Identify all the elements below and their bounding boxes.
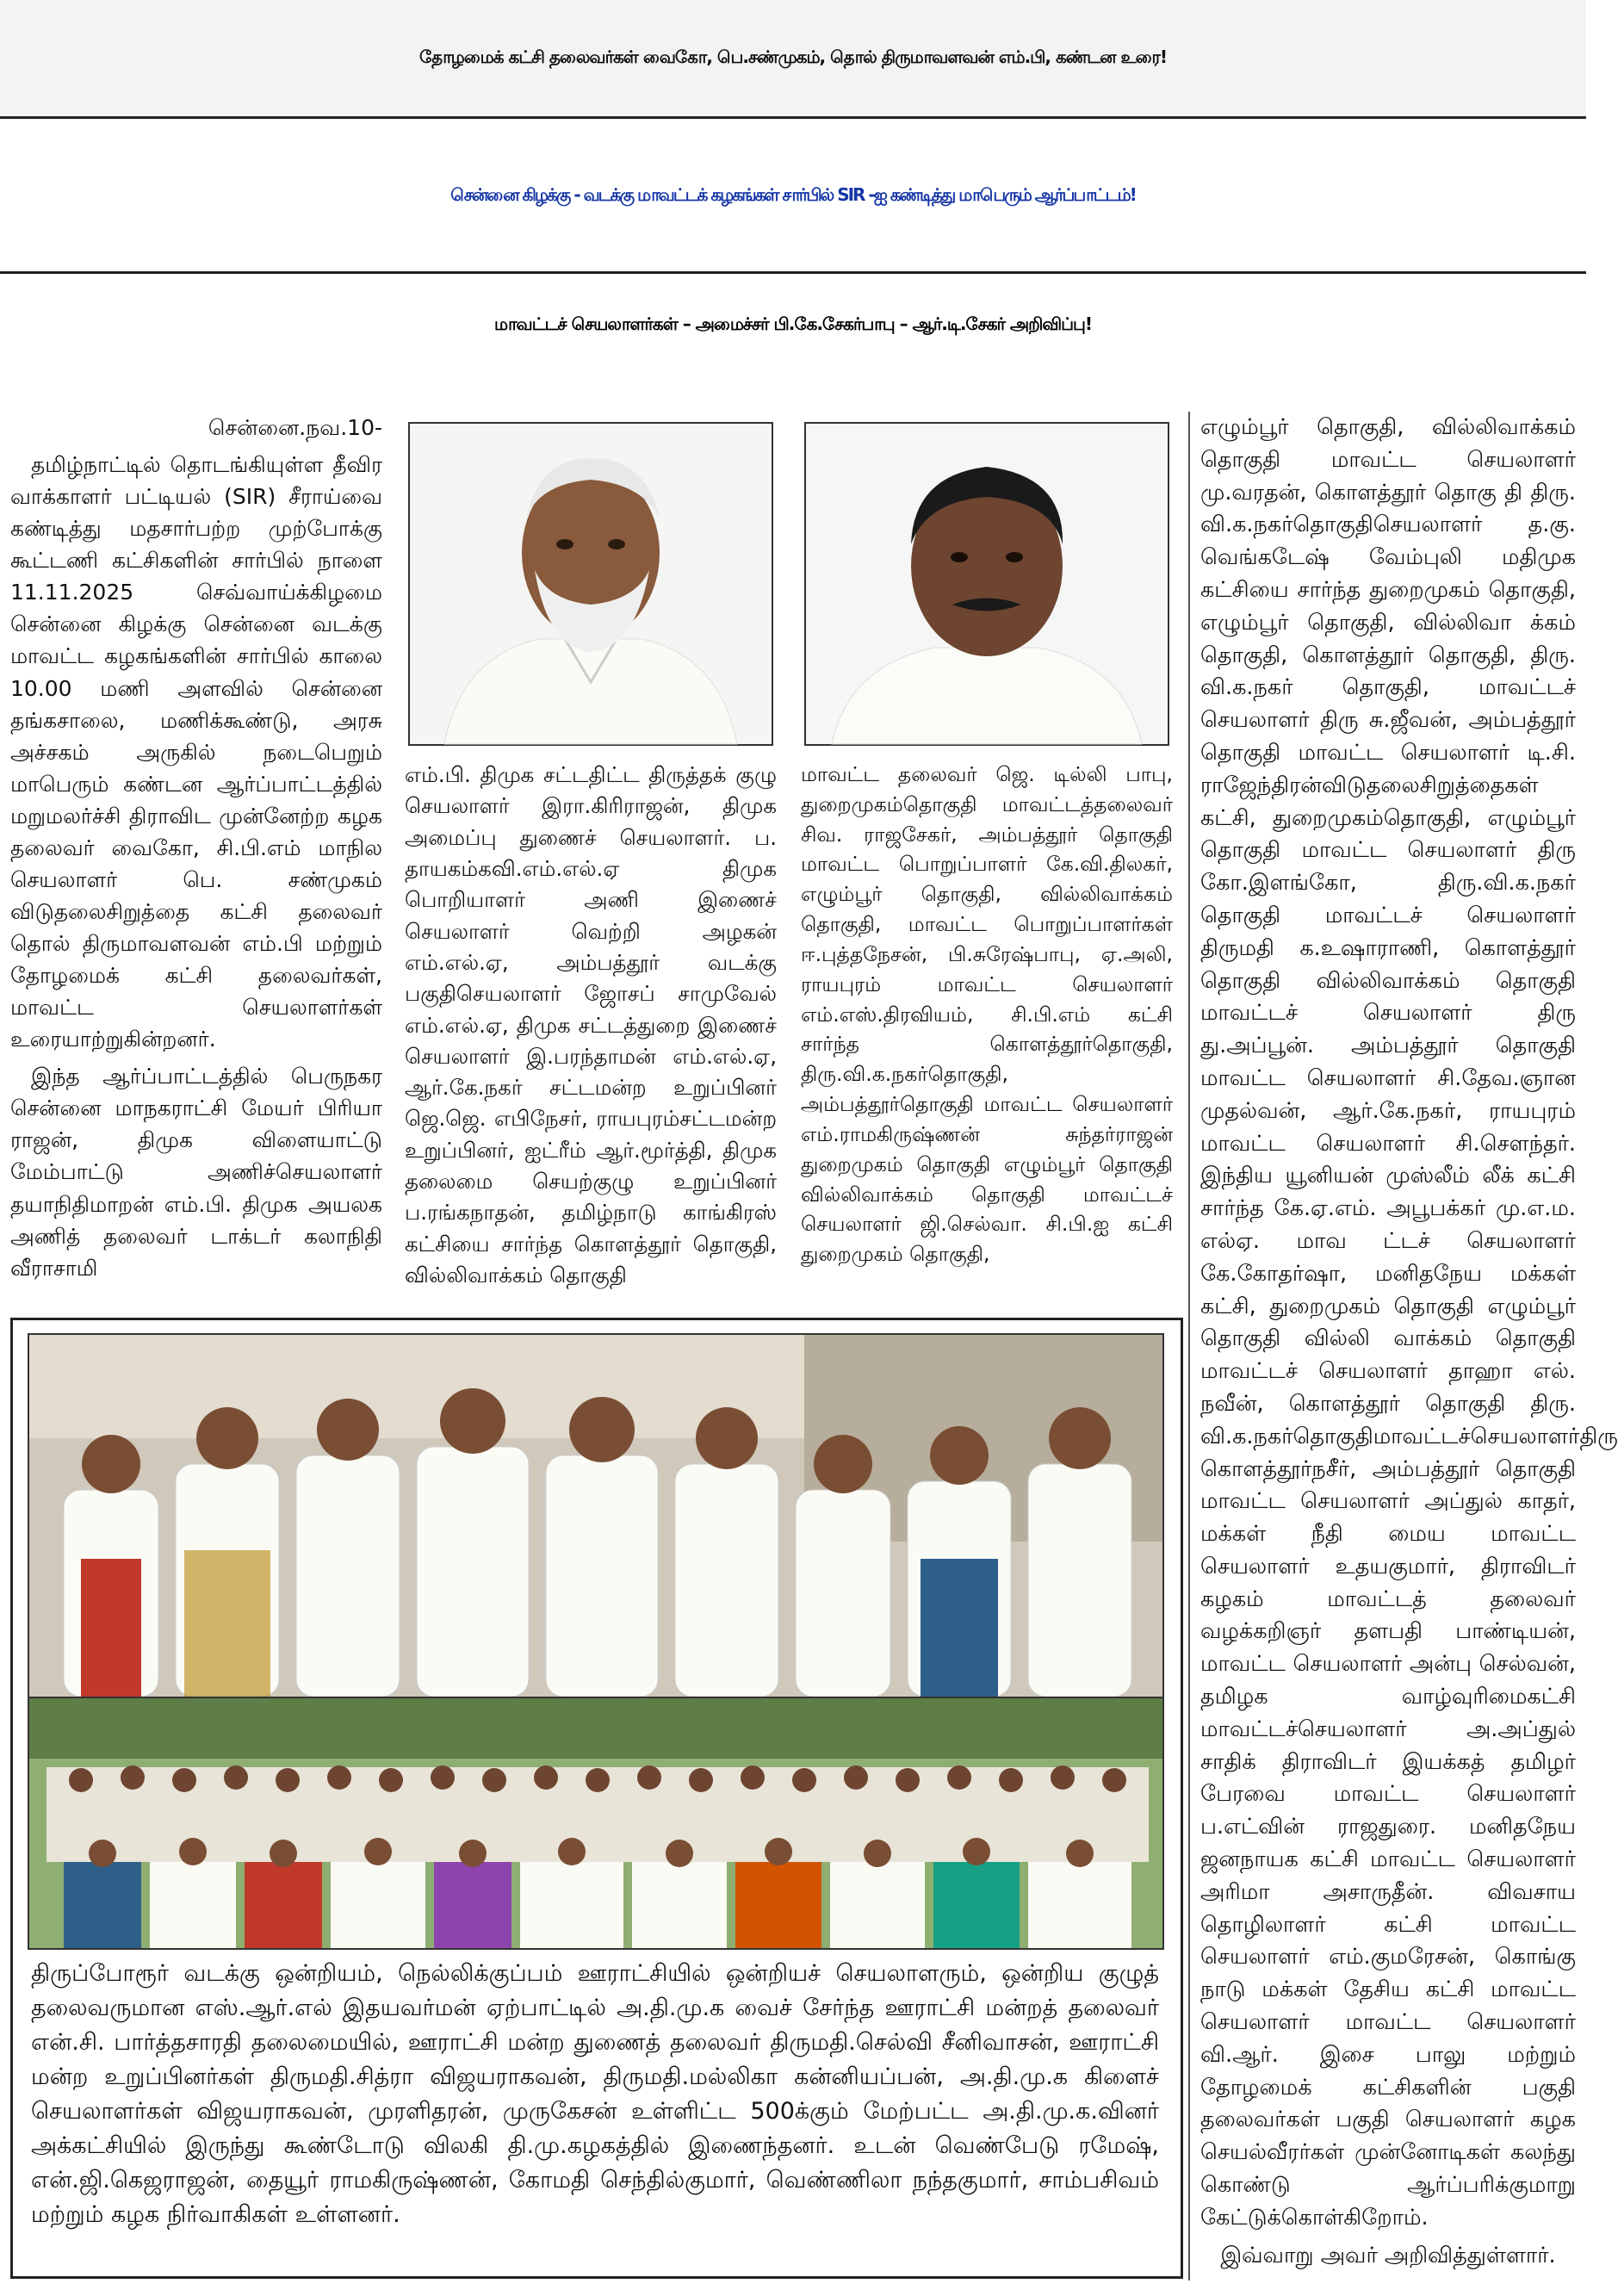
portrait-photo-right [804, 422, 1169, 746]
dateline: சென்னை.நவ.10- [208, 415, 382, 440]
headline-sub: மாவட்டச் செயலாளர்கள் – அமைச்சர் பி.கே.சேகர்பாபு – ஆர்.டி.சேகர் அறிவிப்பு! [494, 313, 1092, 334]
article-column-2 [405, 760, 777, 1311]
group-photo-top [28, 1333, 1164, 1698]
headline-top: தோழமைக் கட்சி தலைவர்கள் வைகோ, பெ.சண்முகம், தொல் திருமாவளவன் எம்.பி, கண்டன உரை! [0, 0, 1586, 119]
group-photo-bottom [28, 1697, 1164, 1950]
article-column-3 [801, 760, 1173, 1311]
article-paragraph: எழும்பூர் தொகுதி, வில்லிவாக்கம் தொகுதி மாவட்ட செயலாளர் மு.வரதன், கொளத்தூர் தொகு தி திரு. வி.க.நகர்தொகுதிசெயலாளர் த.கு. வெங்கடேஷ் வேம்புலி மதிமுக கட்சியை சார்ந்த துறைமுகம் தொகுதி, எழும்பூர் தொகுதி, வில்லிவா க்கம் தொகுதி, கொளத்தூர் தொகுதி, திரு. வி.க.நகர் தொகுதி, மாவட்டச் செயலாளர் திரு சு.ஜீவன், அம்பத்தூர் தொகுதி மாவட்ட செயலாளர் டி.சி. ராஜேந்திரன்விடுதலைசிறுத்தைகள் கட்சி, துறைமுகம்தொகுதி, எழும்பூர் தொகுதி மாவட்ட செயலாளர் திரு கோ.இளங்கோ, திரு.வி.க.நகர் தொகுதி மாவட்டச் செயலாளர் திருமதி க.உஷாராணி, கொளத்தூர் தொகுதி வில்லிவாக்கம் தொகுதி மாவட்டச் செயலாளர் திரு து.அப்பூன். அம்பத்தூர் தொகுதி மாவட்ட செயலாளர் சி.தேவ.ஞான முதல்வன், ஆர்.கே.நகர், ராயபுரம் மாவட்ட செயலாளர் சி.சௌந்தர். இந்திய யூனியன் முஸ்லீம் லீக் கட்சி சார்ந்த கே.ஏ.எம். அபூபக்கர் மு.எ.ம. எல்ஏ. மாவ ட்டச் செயலாளர் கே.கோதர்ஷா, மனிதநேய மக்கள் கட்சி, துறைமுகம் தொகுதி எழும்பூர் தொகுதி வில்லி வாக்கம் தொகுதி மாவட்டச் செயலாளர் தாஹா எல். நவீன், கொளத்தூர் தொகுதி திரு. வி.க.நகர்தொகுதிமாவட்டச்செயலாளர்திரு கொளத்தூர்நசீர், அம்பத்தூர் தொகுதி மாவட்ட செயலாளர் அப்துல் காதர், மக்கள் நீதி மைய மாவட்ட செயலாளர் உதயகுமார், திராவிடர் கழகம் மாவட்டத் தலைவர் வழக்கறிஞர் தளபதி பாண்டியன், மாவட்ட செயலாளர் அன்பு செல்வன், தமிழக வாழ்வுரிமைகட்சி மாவட்டச்செயலாளர் அ.அப்துல் சாதிக் திராவிடர் இயக்கத் தமிழர் பேரவை மாவட்ட செயலாளர் ப.எட்வின் ராஜதுரை. மனிதநேய ஜனநாயக கட்சி மாவட்ட செயலாளர் அரிமா அசாருதீன். விவசாய தொழிலாளர் கட்சி மாவட்ட செயலாளர் எம்.குமரேசன், கொங்கு நாடு மக்கள் தேசிய கட்சி மாவட்ட செயலாளர் மாவட்ட செயலாளர் வி.ஆர். இசை பாலு மற்றும் தோழமைக் கட்சிகளின் பகுதி தலைவர்கள் பகுதி செயலாளர் கழக செயல்வீரர்கள் முன்னோடிகள் கலந்து கொண்டு ஆர்ப்பரிக்குமாறு கேட்டுக்கொள்கிறோம். [1200, 414, 1618, 2231]
article-paragraph: இந்த ஆர்ப்பாட்டத்தில் பெருநகர சென்னை மாநகராட்சி மேயர் பிரியா ராஜன், திமுக விளையாட்டு மேம்பாட்டு அணிச்செயலாளர் தயாநிதிமாறன் எம்.பி. திமுக அயலக அணித் தலைவர் டாக்டர் கலாநிதி வீராசாமி [10, 1064, 382, 1281]
article-paragraph: தமிழ்நாட்டில் தொடங்கியுள்ள தீவிர வாக்காளர் பட்டியல் (SIR) சீராய்வை கண்டித்து மதசார்பற்ற முற்போக்கு கூட்டணி கட்சிகளின் சார்பில் நாளை 11.11.2025 செவ்வாய்க்கிழமை சென்னை கிழக்கு சென்னை வடக்கு மாவட்ட கழகங்களின் சார்பில் காலை 10.00 மணி அளவில் சென்னை தங்கசாலை, மணிக்கூண்டு, அரசு அச்சகம் அருகில் நடைபெறும் மாபெரும் கண்டன ஆர்ப்பாட்டத்தில் மறுமலர்ச்சி திராவிட முன்னேற்ற கழக தலைவர் வைகோ, சி.பி.எம் மாநில செயலாளர் பெ. சண்முகம் விடுதலைசிறுத்தை கட்சி தலைவர் தொல் திருமாவளவன் எம்.பி மற்றும் தோழமைக் கட்சி தலைவர்கள், மாவட்ட செயலாளர்கள் உரையாற்றுகின்றனர். [10, 452, 382, 1052]
caption-text: திருப்போரூர் வடக்கு ஒன்றியம், நெல்லிக்குப்பம் ஊராட்சியில் ஒன்றியச் செயலாளரும், ஒன்றிய குழுத் தலைவருமான எஸ்.ஆர்.எல் இதயவர்மன் ஏற்பாட்டில் அ.தி.மு.க வைச் சேர்ந்த ஊராட்சி மன்றத் தலைவர் என்.சி. பார்த்தசாரதி தலைமையில், ஊராட்சி மன்ற துணைத் தலைவர் திருமதி.செல்வி சீனிவாசன், ஊராட்சி மன்ற உறுப்பினர்கள் திருமதி.சித்ரா விஜயராகவன், திருமதி.மல்லிகா கன்னியப்பன், அ.தி.மு.க கிளைச் செயலாளர்கள் விஜயராகவன், முரளிதரன், முருகேசன் உள்ளிட்ட 500க்கும் மேற்பட்ட அ.தி.மு.க.வினர் அக்கட்சியில் இருந்து கூண்டோடு விலகி தி.மு.கழகத்தில் இணைந்தனர். உடன் வெண்பேடு ரமேஷ், என்.ஜி.கெஜராஜன், தையூர் ராமகிருஷ்ணன், கோமதி செந்தில்குமார், வெண்ணிலா நந்தகுமார், சாம்பசிவம் மற்றும் கழக நிர்வாகிகள் உள்ளனர். [31, 1960, 1159, 2228]
headline-main: சென்னை கிழக்கு - வடக்கு மாவட்டக் கழகங்கள் சார்பில் SIR -ஐ கண்டித்து மாபெரும் ஆர்ப்பாட்டம்! [0, 121, 1586, 274]
column-divider [1188, 412, 1190, 2280]
article-column-4 [1200, 412, 1618, 2289]
photo-caption [31, 1957, 1159, 2267]
article-paragraph: மாவட்ட தலைவர் ஜெ. டில்லி பாபு, துறைமுகம்தொகுதி மாவட்டத்தலைவர் சிவ. ராஜசேகர், அம்பத்தூர் தொகுதி மாவட்ட பொறுப்பாளர் கே.வி.திலகர், எழும்பூர் தொகுதி, வில்லிவாக்கம் தொகுதி, மாவட்ட பொறுப்பாளர்கள் ஈ.புத்தநேசன், பி.சுரேஷ்பாபு, ஏ.அலி, ராயபுரம் மாவட்ட செயலாளர் எம்.எஸ்.திரவியம், சி.பி.எம் கட்சி சார்ந்த கொளத்தூர்தொகுதி, திரு.வி.க.நகர்தொகுதி, அம்பத்தூர்தொகுதி மாவட்ட செயலாளர் எம்.ராமகிருஷ்ணன் சுந்தர்ராஜன் துறைமுகம் தொகுதி எழும்பூர் தொகுதி வில்லிவாக்கம் தொகுதி மாவட்டச் செயலாளர் ஜி.செல்வா. சி.பி.ஐ கட்சி துறைமுகம் தொகுதி, [801, 762, 1173, 1267]
article-paragraph: எம்.பி. திமுக சட்டதிட்ட திருத்தக் குழு செயலாளர் இரா.கிரிராஜன், திமுக அமைப்பு துணைச் செயலாளர். ப. தாயகம்கவி.எம்.எல்.ஏ திமுக பொறியாளர் அணி இணைச் செயலாளர் வெற்றி அழகன் எம்.எல்.ஏ, அம்பத்தூர் வடக்கு பகுதிசெயலாளர் ஜோசப் சாமுவேல் எம்.எல்.ஏ, திமுக சட்டத்துறை இணைச் செயலாளர் இ.பரந்தாமன் எம்.எல்.ஏ, ஆர்.கே.நகர் சட்டமன்ற உறுப்பினர் ஜெ.ஜெ. எபிநேசர், ராயபுரம்சட்டமன்ற உறுப்பினர், ஐட்ரீம் ஆர்.மூர்த்தி, திமுக தலைமை செயற்குழு உறுப்பினர் ப.ரங்கநாதன், தமிழ்நாடு காங்கிரஸ் கட்சியை சார்ந்த கொளத்தூர் தொகுதி, வில்லிவாக்கம் தொகுதி [405, 762, 777, 1288]
article-column-1 [10, 412, 382, 1307]
closing-line: இவ்வாறு அவர் அறிவித்துள்ளார். [1220, 2242, 1556, 2268]
portrait-photo-left [408, 422, 773, 746]
